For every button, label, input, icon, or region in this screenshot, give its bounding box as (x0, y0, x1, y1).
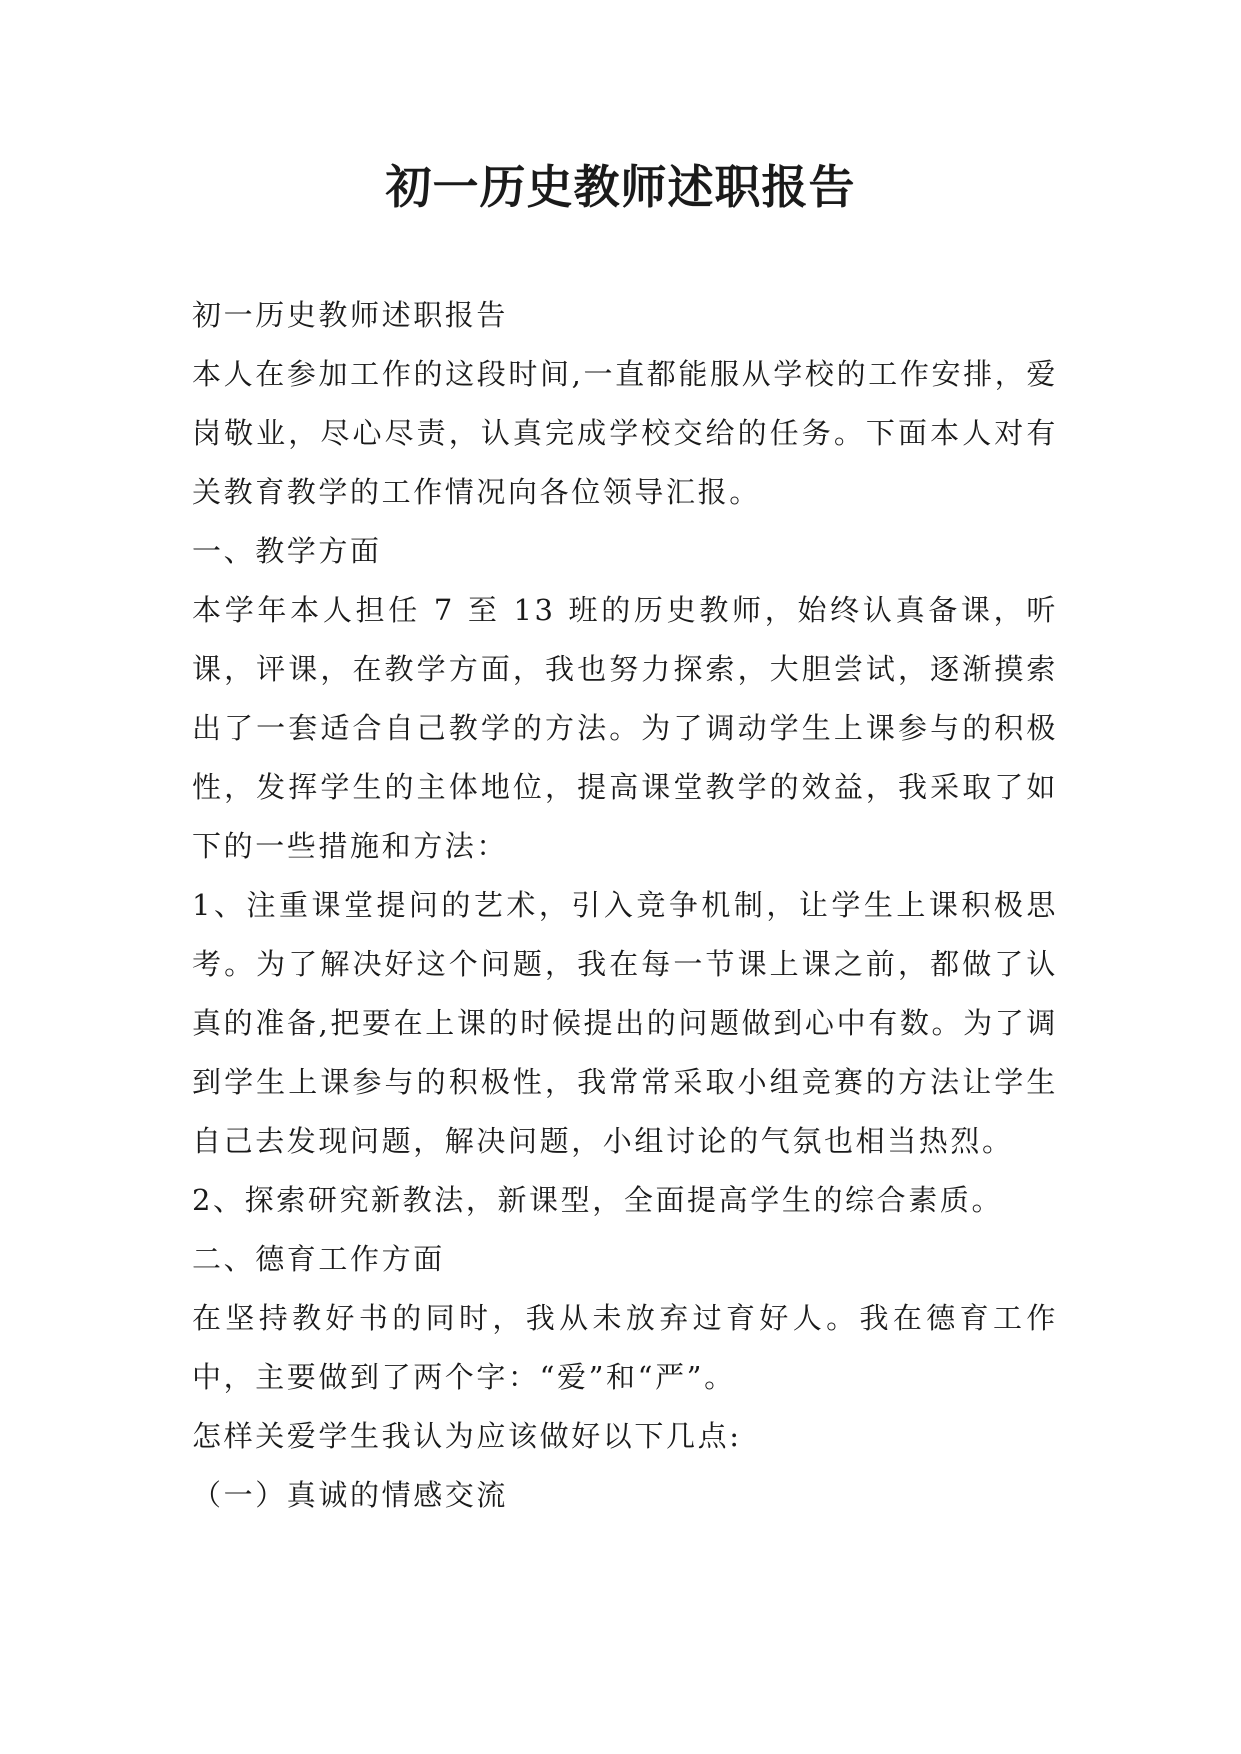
paragraph-moral: 在坚持教好书的同时，我从未放弃过育好人。我在德育工作中，主要做到了两个字：“爱”和“严”。 (192, 1301, 1058, 1394)
paragraph-subtitle: 初一历史教师述职报告 (192, 298, 509, 332)
section-heading-teaching: 一、教学方面 (192, 534, 382, 568)
document-title: 初一历史教师述职报告 (385, 160, 856, 214)
subsection-heading-1: （一）真诚的情感交流 (192, 1478, 509, 1512)
paragraph-teaching: 本学年本人担任 7 至 13 班的历史教师，始终认真备课，听课，评课，在教学方面，我也努力探索，大胆尝试，逐渐摸索出了一套适合自己教学的方法。为了调动学生上课参与的积极性，发挥学生的主体地位，提高课堂教学的效益，我采取了如下的一些措施和方法： (192, 593, 1058, 863)
paragraph-intro: 本人在参加工作的这段时间,一直都能服从学校的工作安排，爱岗敬业，尽心尽责，认真完成学校交给的任务。下面本人对有关教育教学的工作情况向各位领导汇报。 (192, 357, 1058, 509)
paragraph-item-1: 1、注重课堂提问的艺术，引入竞争机制，让学生上课积极思考。为了解决好这个问题，我在每一节课上课之前，都做了认真的准备,把要在上课的时候提出的问题做到心中有数。为了调到学生上课参与的积极性，我常常采取小组竞赛的方法让学生自己去发现问题，解决问题，小组讨论的气氛也相当热烈。 (192, 888, 1058, 1158)
section-heading-moral: 二、德育工作方面 (192, 1242, 445, 1276)
paragraph-item-2: 2、探索研究新教法，新课型，全面提高学生的综合素质。 (192, 1183, 1004, 1217)
document-body (192, 286, 1058, 1525)
paragraph-care-intro: 怎样关爱学生我认为应该做好以下几点: (192, 1419, 742, 1453)
